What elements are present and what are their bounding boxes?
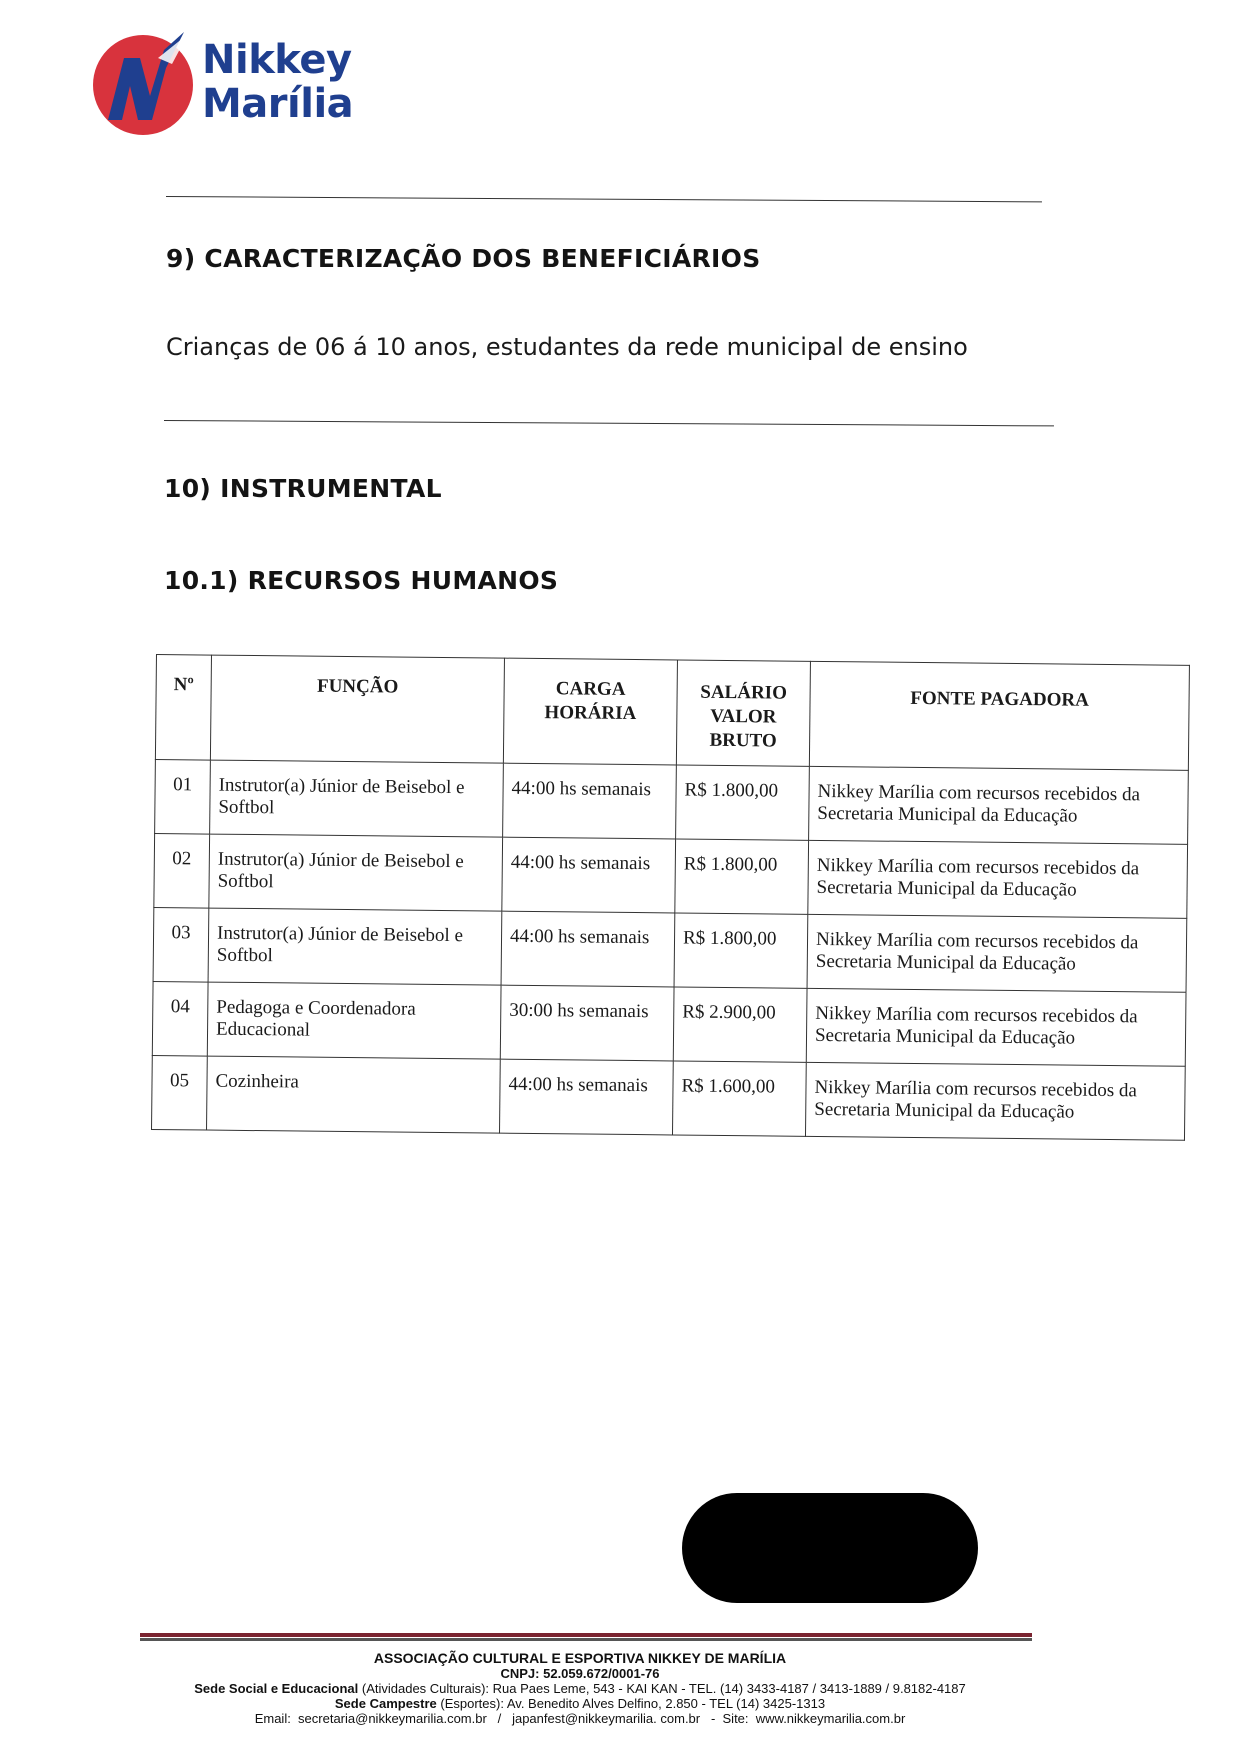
cell-funcao: Instrutor(a) Júnior de Beisebol e Softbol xyxy=(208,908,502,985)
cell-funcao: Pedagoga e Coordenadora Educacional xyxy=(207,982,501,1059)
cell-funcao: Cozinheira xyxy=(207,1056,501,1133)
cell-carga: 44:00 hs semanais xyxy=(503,763,677,839)
table-row xyxy=(155,759,1189,844)
header-salario-line-1: SALÁRIO xyxy=(700,681,788,704)
cell-num: 03 xyxy=(153,907,209,982)
cell-funcao: Instrutor(a) Júnior de Beisebol e Softbol xyxy=(210,760,504,837)
logo-name xyxy=(202,38,353,126)
footer-divider xyxy=(140,1633,1032,1642)
table-row xyxy=(154,833,1188,918)
header-salario-line-3: BRUTO xyxy=(709,729,777,752)
header-salario-line-2: VALOR xyxy=(710,705,777,728)
cell-carga: 44:00 hs semanais xyxy=(501,911,675,987)
header-fonte: FONTE PAGADORA xyxy=(809,661,1189,770)
footer xyxy=(120,1651,1040,1726)
recursos-humanos-table xyxy=(151,654,1190,1141)
table-row xyxy=(152,1055,1186,1140)
cell-num: 02 xyxy=(154,833,210,908)
cell-carga: 30:00 hs semanais xyxy=(500,985,674,1061)
table-row xyxy=(153,907,1187,992)
footer-sede-campestre-text: (Esportes): Av. Benedito Alves Delfino, 2.850 - TEL (14) 3425-1313 xyxy=(436,1696,826,1711)
header-num: Nº xyxy=(155,655,211,761)
logo-line-1: Nikkey xyxy=(202,37,352,83)
divider-top xyxy=(166,196,1042,202)
cell-num: 01 xyxy=(155,759,211,834)
section-9-text: Crianças de 06 á 10 anos, estudantes da rede municipal de ensino xyxy=(166,333,968,361)
footer-sede-campestre-label: Sede Campestre xyxy=(334,1696,437,1711)
section-10-1-heading: 10.1) RECURSOS HUMANOS xyxy=(164,566,559,595)
divider-middle xyxy=(164,420,1054,426)
cell-fonte: Nikkey Marília com recursos recebidos da Secretaria Municipal da Educação xyxy=(806,988,1186,1066)
cell-carga: 44:00 hs semanais xyxy=(502,837,676,913)
cell-salario: R$ 1.800,00 xyxy=(674,913,808,988)
table-row xyxy=(152,981,1186,1066)
cell-num: 04 xyxy=(152,981,208,1056)
footer-sede-social-text: (Atividades Culturais): Rua Paes Leme, 543 - KAI KAN - TEL. (14) 3433-4187 / 3413-1889 / 9.8182-4187 xyxy=(358,1681,966,1696)
section-10-heading: 10) INSTRUMENTAL xyxy=(164,474,442,503)
footer-contact: Email: secretaria@nikkeymarilia.com.br / japanfest@nikkeymarilia. com.br - Site: www.nikkeymarilia.com.br xyxy=(254,1711,906,1726)
header-funcao: FUNÇÃO xyxy=(210,655,504,763)
logo-line-2: Marília xyxy=(202,81,354,127)
header-carga-line-1: CARGA xyxy=(555,678,626,700)
cell-funcao: Instrutor(a) Júnior de Beisebol e Softbol xyxy=(209,834,503,911)
nikkey-marilia-logo xyxy=(88,28,358,138)
section-9-heading: 9) CARACTERIZAÇÃO DOS BENEFICIÁRIOS xyxy=(166,244,761,273)
cell-carga: 44:00 hs semanais xyxy=(500,1059,674,1135)
footer-sede-social xyxy=(120,1681,1040,1696)
table-header-row xyxy=(155,655,1189,771)
footer-cnpj: CNPJ: 52.059.672/0001-76 xyxy=(500,1666,660,1681)
header-carga xyxy=(503,658,677,765)
redacted-signature xyxy=(682,1493,978,1603)
cell-salario: R$ 1.600,00 xyxy=(672,1061,806,1136)
footer-sede-social-label: Sede Social e Educacional xyxy=(194,1681,359,1696)
cell-salario: R$ 1.800,00 xyxy=(675,839,809,914)
logo-emblem-icon xyxy=(88,28,198,138)
cell-salario: R$ 2.900,00 xyxy=(673,987,807,1062)
cell-fonte: Nikkey Marília com recursos recebidos da Secretaria Municipal da Educação xyxy=(807,914,1187,992)
cell-salario: R$ 1.800,00 xyxy=(676,765,810,840)
footer-org: ASSOCIAÇÃO CULTURAL E ESPORTIVA NIKKEY DE MARÍLIA xyxy=(373,1650,787,1666)
cell-fonte: Nikkey Marília com recursos recebidos da Secretaria Municipal da Educação xyxy=(808,840,1188,918)
cell-num: 05 xyxy=(152,1055,208,1130)
cell-fonte: Nikkey Marília com recursos recebidos da Secretaria Municipal da Educação xyxy=(805,1062,1185,1140)
header-salario xyxy=(676,660,810,766)
header-carga-line-2: HORÁRIA xyxy=(544,702,637,725)
cell-fonte: Nikkey Marília com recursos recebidos da Secretaria Municipal da Educação xyxy=(809,766,1189,844)
footer-sede-campestre xyxy=(120,1696,1040,1711)
